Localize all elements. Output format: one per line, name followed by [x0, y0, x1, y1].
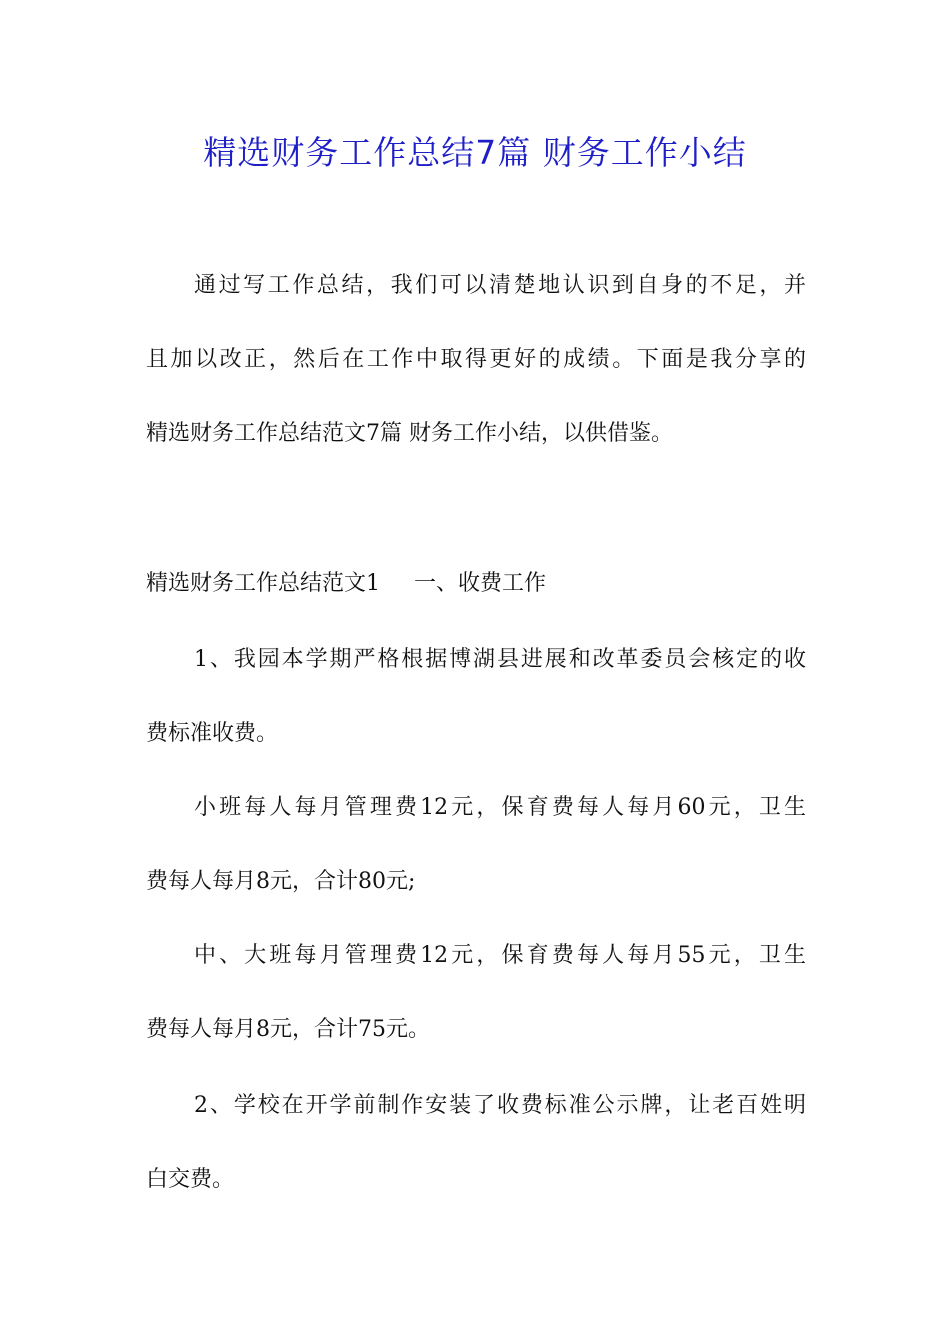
- paragraph-line: 费每人每月8元，合计75元。: [146, 1017, 430, 1042]
- section-heading-label: 精选财务工作总结范文1: [146, 571, 380, 596]
- intro-line-3: 精选财务工作总结范文7篇 财务工作小结，以供借鉴。: [146, 421, 673, 446]
- page-title: 精选财务工作总结7篇 财务工作小结: [203, 133, 747, 172]
- paragraph-line: 白交费。: [146, 1167, 235, 1192]
- paragraph-line: 中、大班每月管理费12元，保育费每人每月55元，卫生: [194, 943, 806, 968]
- paragraph-line: 2、学校在开学前制作安装了收费标准公示牌，让老百姓明: [194, 1093, 806, 1118]
- section-heading: [146, 564, 546, 604]
- paragraph-line: 费每人每月8元，合计80元;: [146, 869, 416, 894]
- intro-line-2: 且加以改正，然后在工作中取得更好的成绩。下面是我分享的: [146, 347, 806, 372]
- paragraph-line: 费标准收费。: [146, 721, 279, 746]
- section-heading-subtitle: 一、收费工作: [414, 571, 547, 596]
- paragraph-line: 小班每人每月管理费12元，保育费每人每月60元，卫生: [194, 795, 806, 820]
- paragraph-line: 1、我园本学期严格根据博湖县进展和改革委员会核定的收: [194, 647, 806, 672]
- intro-line-1: 通过写工作总结，我们可以清楚地认识到自身的不足，并: [194, 273, 806, 298]
